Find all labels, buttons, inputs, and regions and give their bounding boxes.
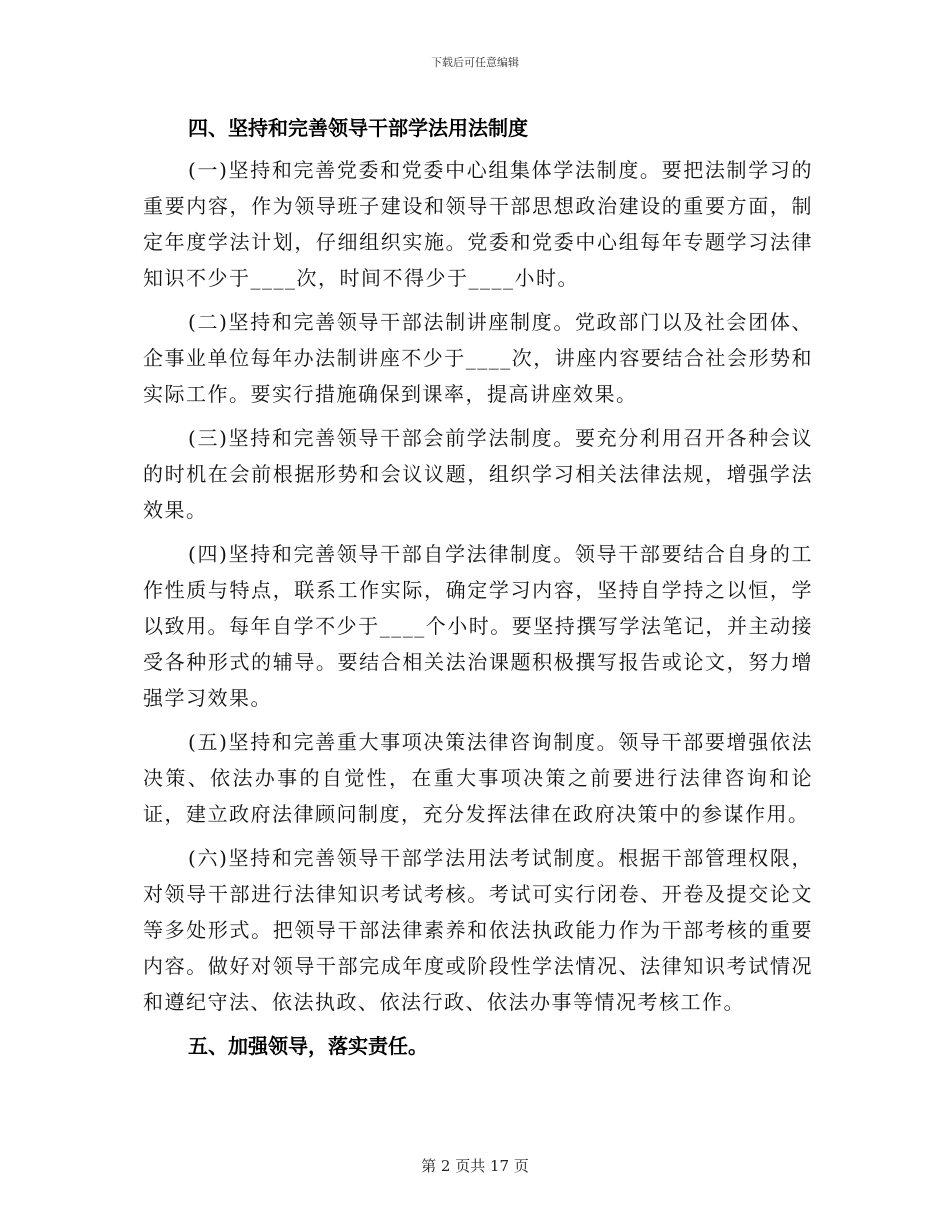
paragraph-3: (三)坚持和完善领导干部会前学法制度。要充分利用召开各种会议的时机在会前根据形势和会议议题，组织学习相关法律法规，增强学法效果。 — [143, 426, 813, 522]
paragraph-5: (五)坚持和完善重大事项决策法律咨询制度。领导干部要增强依法决策、依法办事的自觉性，在重大事项决策之前要进行法律咨询和论证，建立政府法律顾问制度，充分发挥法律在政府决策中的参谋作用。 — [143, 730, 813, 826]
section-heading-5: 五、加强领导，落实责任。 — [188, 1034, 428, 1058]
page-number-footer: 第 2 页共 17 页 — [421, 1157, 529, 1175]
document-body — [143, 110, 813, 1070]
paragraph-1: (一)坚持和完善党委和党委中心组集体学法制度。要把法制学习的重要内容，作为领导班子建设和领导干部思想政治建设的重要方面，制定年度学法计划，仔细组织实施。党委和党委中心组每年专题学习法律知识不少于____次，时间不得少于____小时。 — [143, 158, 813, 290]
page-header-note: 下载后可任意编辑 — [431, 56, 519, 69]
paragraph-6: (六)坚持和完善领导干部学法用法考试制度。根据干部管理权限，对领导干部进行法律知识考试考核。考试可实行闭卷、开卷及提交论文等多处形式。把领导干部法律素养和依法执政能力作为干部考核的重要内容。做好对领导干部完成年度或阶段性学法情况、法律知识考试情况和遵纪守法、依法执政、依法行政、依法办事等情况考核工作。 — [143, 846, 813, 1014]
paragraph-2: (二)坚持和完善领导干部法制讲座制度。党政部门以及社会团体、企事业单位每年办法制讲座不少于____次，讲座内容要结合社会形势和实际工作。要实行措施确保到课率，提高讲座效果。 — [143, 310, 813, 406]
paragraph-4: (四)坚持和完善领导干部自学法律制度。领导干部要结合自身的工作性质与特点，联系工作实际，确定学习内容，坚持自学持之以恒，学以致用。每年自学不少于____个小时。要坚持撰写学法笔记，并主动接受各种形式的辅导。要结合相关法治课题积极撰写报告或论文，努力增强学习效果。 — [143, 542, 813, 710]
section-heading-4: 四、坚持和完善领导干部学法用法制度 — [188, 116, 528, 140]
